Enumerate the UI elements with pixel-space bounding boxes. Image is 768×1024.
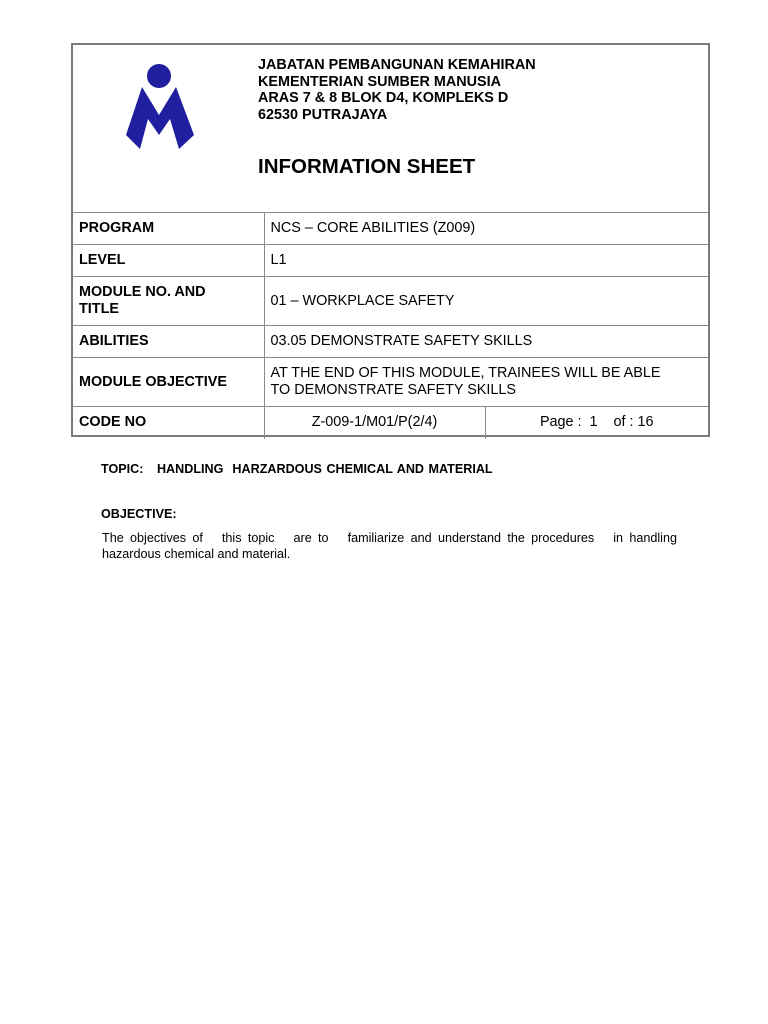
logo-m-shape [126,87,194,149]
program-value: NCS – CORE ABILITIES (Z009) [264,213,708,245]
topic-heading: TOPIC: HANDLING HARZARDOUS CHEMICAL AND MATERIAL [101,462,493,476]
module-value: 01 – WORKPLACE SAFETY [264,277,708,326]
page-number: Page : 1 of : 16 [485,407,708,439]
sheet-title: INFORMATION SHEET [258,155,476,178]
module-objective-value [264,358,708,407]
table-row-objective [73,358,708,407]
module-label [73,277,264,326]
org-line-1: JABATAN PEMBANGUNAN KEMAHIRAN [258,57,536,73]
org-line-3: ARAS 7 & 8 BLOK D4, KOMPLEKS D [258,90,509,107]
objective-paragraph: The objectives of this topic are to familiarize and understand the procedures in handling hazardous chemical and material. [102,531,681,561]
org-line-4: 62530 PUTRAJAYA [258,107,388,124]
abilities-value: 03.05 DEMONSTRATE SAFETY SKILLS [264,326,708,358]
objective-value-line-2: TO DEMONSTRATE SAFETY SKILLS [270,382,516,398]
logo-circle [147,64,171,88]
program-label: PROGRAM [73,213,264,245]
table-row-program [73,213,708,245]
organization-address [258,57,536,124]
table-row-code [73,407,708,439]
jpk-m-logo-icon [126,63,194,149]
code-label: CODE NO [73,407,264,439]
information-sheet-header-box [71,43,710,437]
code-value: Z-009-1/M01/P(2/4) [264,407,485,439]
module-label-line-2: TITLE [79,301,119,317]
level-label: LEVEL [73,245,264,277]
level-value: L1 [264,245,708,277]
objective-heading: OBJECTIVE: [101,507,177,521]
module-label-line-1: MODULE NO. AND [79,284,206,300]
abilities-label: ABILITIES [73,326,264,358]
table-row-module [73,277,708,326]
org-line-2: KEMENTERIAN SUMBER MANUSIA [258,73,502,90]
module-details-table [73,212,708,439]
table-row-abilities [73,326,708,358]
objective-value-line-1: AT THE END OF THIS MODULE, TRAINEES WILL BE ABLE [270,365,661,381]
module-objective-label: MODULE OBJECTIVE [73,358,264,407]
table-row-level [73,245,708,277]
